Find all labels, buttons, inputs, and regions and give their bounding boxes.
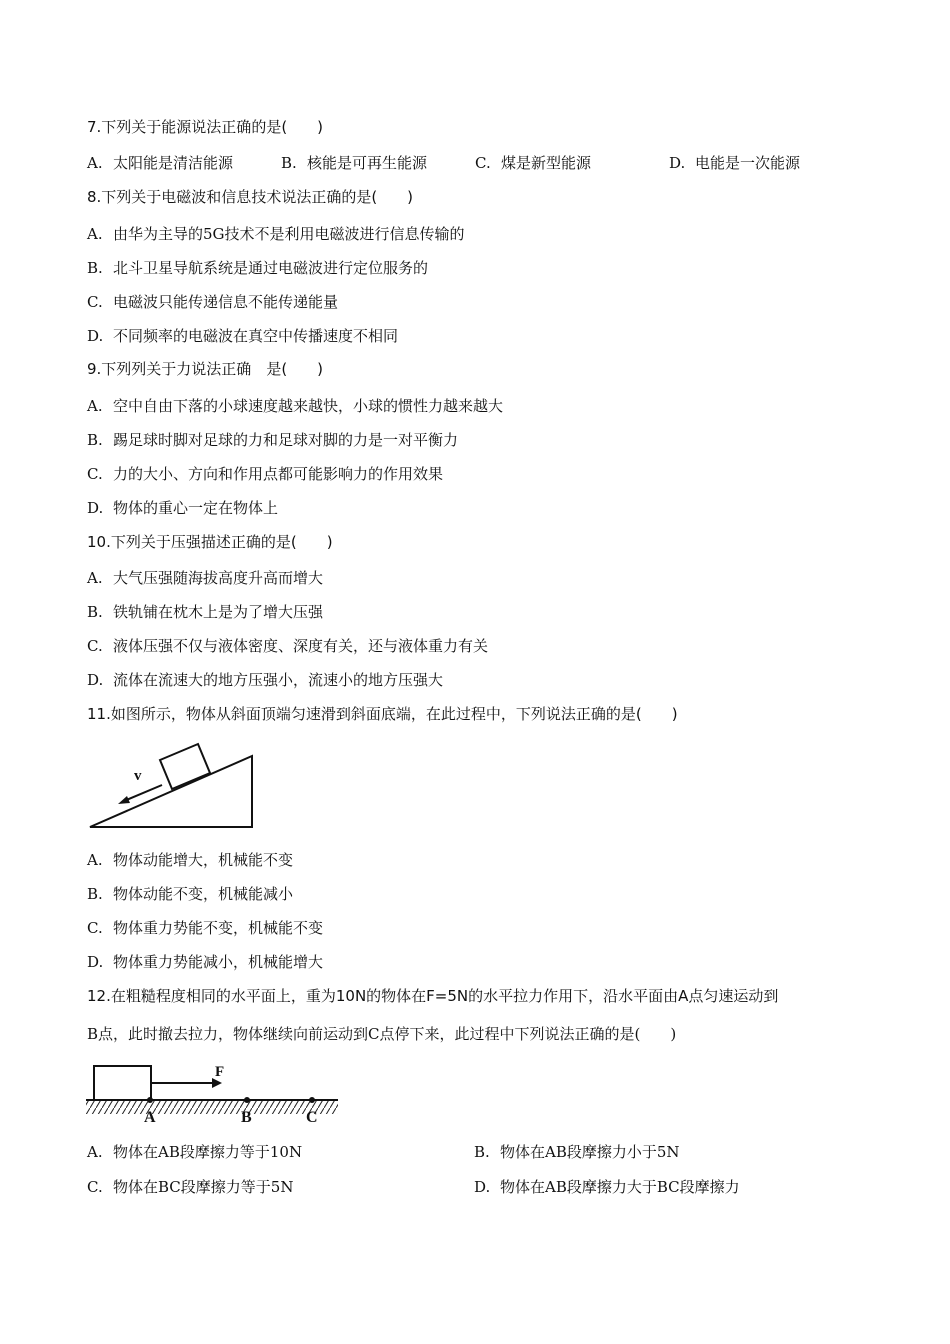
option-10c[interactable]: C. 液体压强不仅与液体密度、深度有关，还与液体重力有关 xyxy=(87,637,489,655)
point-b-dot xyxy=(244,1097,250,1103)
point-b-label: B xyxy=(241,1109,252,1126)
option-12d[interactable]: D. 物体在AB段摩擦力大于BC段摩擦力 xyxy=(474,1178,740,1196)
point-c-dot xyxy=(309,1097,315,1103)
sliding-block xyxy=(160,744,210,789)
point-a-dot xyxy=(147,1097,153,1103)
question-10-stem: 10.下列关于压强描述正确的是( ) xyxy=(87,533,333,551)
point-a-label: A xyxy=(144,1109,156,1126)
option-11a[interactable]: A. 物体动能增大，机械能不变 xyxy=(87,851,294,869)
option-10a[interactable]: A. 大气压强随海拔高度升高而增大 xyxy=(87,569,324,587)
question-7-stem: 7.下列关于能源说法正确的是( ) xyxy=(87,118,324,136)
option-11c[interactable]: C. 物体重力势能不变，机械能不变 xyxy=(87,919,324,937)
option-9d[interactable]: D. 物体的重心一定在物体上 xyxy=(87,499,279,517)
point-c-label: C xyxy=(306,1109,318,1126)
option-8d[interactable]: D. 不同频率的电磁波在真空中传播速度不相同 xyxy=(87,327,399,345)
question-9-stem: 9.下列列关于力说法正确 是( ) xyxy=(87,360,324,378)
option-10d[interactable]: D. 流体在流速大的地方压强小，流速小的地方压强大 xyxy=(87,671,444,689)
option-10b[interactable]: B. 铁轨铺在枕木上是为了增大压强 xyxy=(87,603,324,621)
option-7a[interactable]: A. 太阳能是清洁能源 xyxy=(87,154,234,172)
option-11b[interactable]: B. 物体动能不变，机械能减小 xyxy=(87,885,294,903)
question-12-stem-line2: B点，此时撤去拉力，物体继续向前运动到C点停下来，此过程中下列说法正确的是( ) xyxy=(87,1025,677,1043)
option-12a[interactable]: A. 物体在AB段摩擦力等于10N xyxy=(87,1143,303,1161)
option-9b[interactable]: B. 踢足球时脚对足球的力和足球对脚的力是一对平衡力 xyxy=(87,431,459,449)
velocity-arrowhead xyxy=(118,796,130,804)
option-9a[interactable]: A. 空中自由下落的小球速度越来越快，小球的惯性力越来越大 xyxy=(87,397,504,415)
question-12-stem-line1: 12.在粗糙程度相同的水平面上，重为10N的物体在F=5N的水平拉力作用下，沿水平面由A点匀速运动到 xyxy=(87,987,779,1005)
option-9c[interactable]: C. 力的大小、方向和作用点都可能影响力的作用效果 xyxy=(87,465,444,483)
option-7d[interactable]: D. 电能是一次能源 xyxy=(669,154,801,172)
option-8a[interactable]: A. 由华为主导的5G技术不是利用电磁波进行信息传输的 xyxy=(87,225,465,243)
option-11d[interactable]: D. 物体重力势能减小，机械能增大 xyxy=(87,953,324,971)
incline-figure xyxy=(86,738,258,832)
question-8-stem: 8.下列关于电磁波和信息技术说法正确的是( ) xyxy=(87,188,414,206)
option-7c[interactable]: C. 煤是新型能源 xyxy=(475,154,592,172)
option-8c[interactable]: C. 电磁波只能传递信息不能传递能量 xyxy=(87,293,339,311)
force-label: F xyxy=(215,1064,225,1080)
horizontal-surface-figure xyxy=(84,1058,342,1126)
velocity-label: v xyxy=(134,768,142,784)
question-11-stem: 11.如图所示，物体从斜面顶端匀速滑到斜面底端，在此过程中，下列说法正确的是( ) xyxy=(87,705,678,723)
ground-hatching xyxy=(86,1100,338,1114)
option-8b[interactable]: B. 北斗卫星导航系统是通过电磁波进行定位服务的 xyxy=(87,259,429,277)
option-7b[interactable]: B. 核能是可再生能源 xyxy=(281,154,428,172)
option-12c[interactable]: C. 物体在BC段摩擦力等于5N xyxy=(87,1178,294,1196)
object-box xyxy=(94,1066,151,1100)
option-12b[interactable]: B. 物体在AB段摩擦力小于5N xyxy=(474,1143,680,1161)
